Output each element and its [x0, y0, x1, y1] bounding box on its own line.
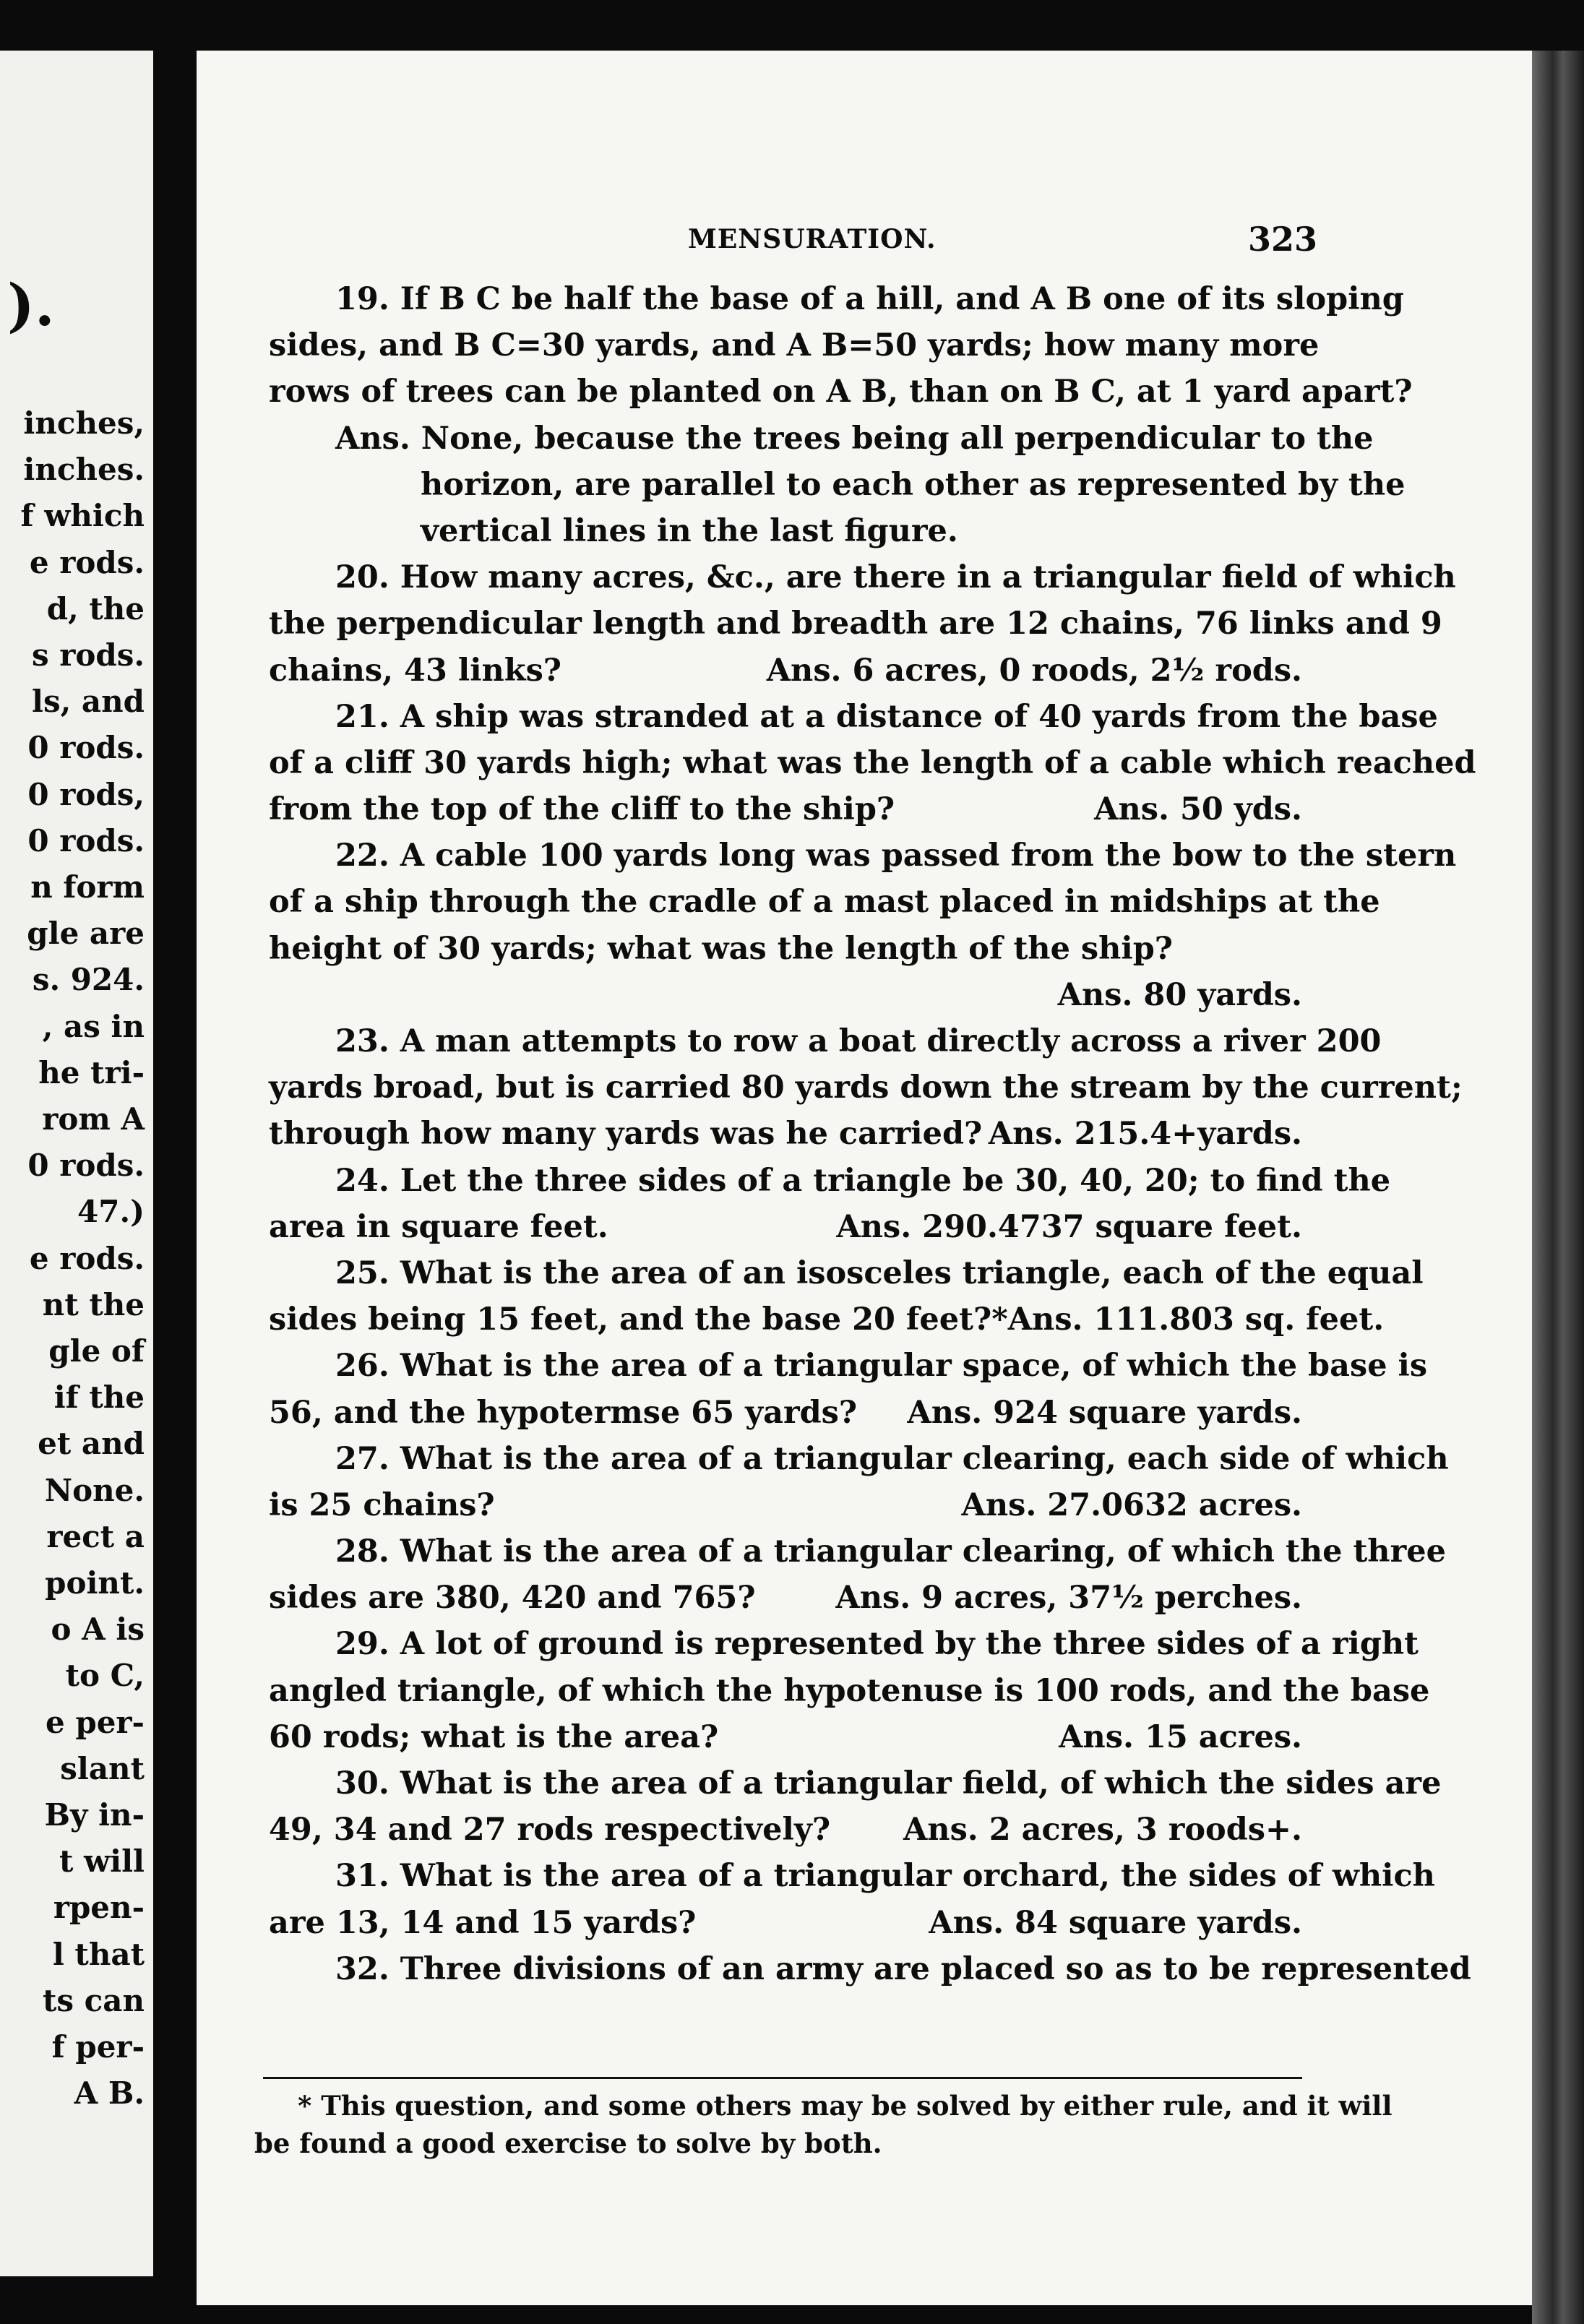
facing-page-line: rpen- [53, 1890, 145, 1926]
problem-23-text: through how many yards was he carried? [269, 1116, 983, 1153]
problem-26-line: 26. What is the area of a triangular space, of which the base is [335, 1348, 1428, 1385]
footnote-line: be found a good exercise to solve by both. [254, 2127, 882, 2159]
problem-31-text: are 13, 14 and 15 yards? [269, 1904, 697, 1941]
facing-page-line: n form [30, 869, 145, 905]
problem-28-line: 28. What is the area of a triangular clearing, of which the three [335, 1533, 1446, 1570]
problem-24-line [269, 1204, 1302, 1250]
problem-21-line [269, 786, 1302, 832]
book-page [197, 51, 1532, 2305]
problem-30-answer: Ans. 2 acres, 3 roods+. [903, 1812, 1302, 1849]
facing-page-line: ts can [43, 1982, 145, 2018]
problem-23-answer: Ans. 215.4+yards. [988, 1116, 1302, 1153]
problem-29-line: 29. A lot of ground is represented by the three sides of a right [335, 1626, 1419, 1663]
facing-page-line: s rods. [31, 637, 145, 673]
facing-page-line: s. 924. [32, 962, 145, 998]
problem-25-answer: Ans. 111.803 sq. feet. [1007, 1301, 1385, 1338]
facing-page-line: inches. [23, 452, 145, 488]
problem-20-line [269, 647, 1302, 694]
problem-21-text: from the top of the cliff to the ship? [269, 791, 895, 828]
problem-31-line [269, 1900, 1302, 1946]
problem-25-line: 25. What is the area of an isosceles triangle, each of the equal [335, 1254, 1424, 1291]
problem-28-text: sides are 380, 420 and 765? [269, 1580, 756, 1617]
problem-26-text: 56, and the hypotermse 65 yards? [269, 1394, 858, 1431]
problem-24-answer: Ans. 290.4737 square feet. [836, 1208, 1302, 1245]
facing-page-line: e rods. [29, 1240, 145, 1276]
facing-page-line: e per- [46, 1704, 145, 1740]
problem-25-line [269, 1296, 1385, 1343]
facing-page-line: gle of [48, 1333, 145, 1369]
problem-27-line: 27. What is the area of a triangular clearing, each side of which [335, 1440, 1449, 1477]
problem-19-line: sides, and B C=30 yards, and A B=50 yards; how many more [269, 327, 1320, 364]
problem-list [269, 276, 1476, 1992]
facing-page-line: None. [44, 1472, 145, 1508]
facing-page-line: 0 rods. [27, 730, 145, 766]
problem-21-line: 21. A ship was stranded at a distance of 40 yards from the base [335, 698, 1438, 735]
problem-27-line [269, 1482, 1302, 1528]
problem-31-line: 31. What is the area of a triangular orchard, the sides of which [335, 1858, 1435, 1895]
facing-page-line: f which [20, 498, 145, 534]
facing-page-line: A B. [74, 2075, 145, 2112]
facing-page-line: gle are [27, 916, 145, 952]
problem-26-line [269, 1390, 1302, 1436]
facing-page-line: , as in [42, 1008, 145, 1044]
facing-page-line: rect a [46, 1518, 145, 1554]
problem-21-answer: Ans. 50 yds. [1094, 791, 1302, 828]
problem-20-line: 20. How many acres, &c., are there in a triangular field of which [335, 559, 1456, 596]
problem-24-line: 24. Let the three sides of a triangle be 30, 40, 20; to find the [335, 1162, 1391, 1199]
problem-23-line [269, 1111, 1302, 1157]
problem-23-line: 23. A man attempts to row a boat directly across a river 200 [335, 1023, 1382, 1059]
facing-page-line: 0 rods. [27, 1148, 145, 1184]
facing-page-line: t will [59, 1843, 145, 1880]
problem-23-line: yards broad, but is carried 80 yards down the stream by the current; [269, 1070, 1463, 1106]
facing-page-line: inches, [23, 405, 145, 441]
problem-19-line: rows of trees can be planted on A B, than on B C, at 1 yard apart? [269, 374, 1413, 410]
facing-page-line: d, the [46, 590, 145, 627]
problem-22-line: height of 30 yards; what was the length of the ship? [269, 930, 1173, 967]
running-head: MENSURATION. [688, 224, 937, 254]
problem-27-answer: Ans. 27.0632 acres. [961, 1486, 1302, 1523]
facing-page-line: point. [45, 1565, 145, 1601]
problem-28-answer: Ans. 9 acres, 37½ perches. [835, 1580, 1302, 1617]
problem-20-answer: Ans. 6 acres, 0 roods, 2½ rods. [766, 652, 1302, 689]
footnote-line: * This question, and some others may be solved by either rule, and it will [298, 2090, 1393, 2122]
problem-22-line: 22. A cable 100 yards long was passed from the bow to the stern [335, 838, 1457, 874]
problem-25-text: sides being 15 feet, and the base 20 feet?* [269, 1301, 1008, 1338]
page-edge [1532, 51, 1584, 2324]
problem-22-line: of a ship through the cradle of a mast placed in midships at the [269, 884, 1380, 921]
problem-19-line: 19. If B C be half the base of a hill, and A B one of its sloping [335, 281, 1404, 317]
problem-24-text: area in square feet. [269, 1208, 608, 1245]
problem-29-line [269, 1714, 1302, 1760]
facing-page-line: o A is [51, 1611, 145, 1648]
problem-19-answer: horizon, are parallel to each other as represented by the [421, 466, 1406, 503]
facing-page-line: nt the [42, 1286, 145, 1322]
footnote [254, 2087, 1393, 2162]
footnote-rule [263, 2077, 1302, 2079]
problem-19-answer: vertical lines in the last figure. [421, 512, 958, 549]
problem-31-answer: Ans. 84 square yards. [929, 1904, 1302, 1941]
facing-page-line: slant [60, 1750, 145, 1786]
facing-page-line: he tri- [38, 1054, 145, 1090]
problem-20-line: the perpendicular length and breadth are 12 chains, 76 links and 9 [269, 606, 1442, 642]
facing-page-line: f per- [51, 2029, 145, 2065]
problem-19-answer: Ans. None, because the trees being all perpendicular to the [335, 420, 1374, 457]
problem-30-line: 30. What is the area of a triangular field, of which the sides are [335, 1765, 1442, 1802]
facing-page-line: ls, and [32, 684, 145, 720]
problem-27-text: is 25 chains? [269, 1486, 495, 1523]
facing-page-line: e rods. [29, 544, 145, 580]
problem-30-line [269, 1807, 1302, 1853]
problem-32-line: 32. Three divisions of an army are placed so as to be represented [335, 1950, 1471, 1987]
facing-page-line: 0 rods, [27, 776, 145, 812]
problem-29-answer: Ans. 15 acres. [1059, 1718, 1302, 1755]
problem-29-line: angled triangle, of which the hypotenuse is 100 rods, and the base [269, 1672, 1430, 1709]
problem-21-line: of a cliff 30 yards high; what was the length of a cable which reached [269, 744, 1476, 781]
facing-page-line: if the [53, 1380, 145, 1416]
page-header [197, 220, 1532, 267]
problem-30-text: 49, 34 and 27 rods respectively? [269, 1812, 831, 1849]
facing-page-line: l that [52, 1936, 145, 1972]
problem-26-answer: Ans. 924 square yards. [907, 1394, 1302, 1431]
problem-29-text: 60 rods; what is the area? [269, 1718, 719, 1755]
facing-page-line: rom A [42, 1101, 145, 1137]
facing-page-line: By in- [44, 1797, 145, 1833]
problem-22-answer: Ans. 80 yards. [1057, 976, 1302, 1013]
facing-page-line: et and [38, 1426, 145, 1462]
facing-page-mark: ). [7, 271, 55, 339]
facing-page-line: 0 rods. [27, 822, 145, 858]
facing-page-line: to C, [65, 1658, 145, 1694]
page-number: 323 [1248, 220, 1318, 259]
problem-28-line [269, 1575, 1302, 1621]
problem-20-text: chains, 43 links? [269, 652, 561, 689]
facing-page-fragment [0, 51, 153, 2276]
facing-page-line: 47.) [77, 1194, 145, 1230]
